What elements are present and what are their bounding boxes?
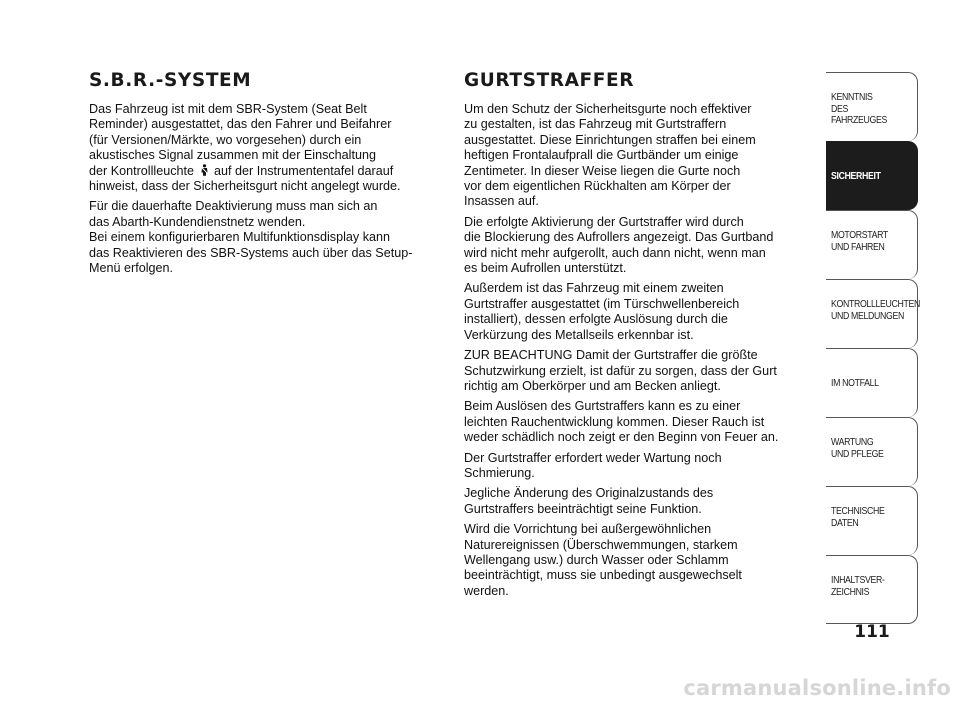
gurtstraffer-paragraph: ZUR BEACHTUNG Damit der Gurtstraffer die größte Schutzwirkung erzielt, ist dafür zu sorgen, dass der Gurt richtig am Oberkörper und am Becken anliegt. xyxy=(464,348,777,393)
sbr-p1-text-b: auf der Instrumententafel darauf hinweist, dass der Sicherheitsgurt nicht angelegt wurde. xyxy=(89,163,401,194)
seatbelt-warning-icon xyxy=(200,164,209,176)
tab-technische-daten[interactable] xyxy=(826,486,918,555)
tab-label: KENNTNIS DES FAHRZEUGES xyxy=(831,92,887,126)
sbr-section xyxy=(89,70,441,281)
tab-im-notfall[interactable] xyxy=(826,348,918,417)
gurtstraffer-paragraph: Wird die Vorrichtung bei außergewöhnlichen Naturereignissen (Überschwemmungen, starkem Wellengang usw.) durch Wasser oder Schlamm beeinträchtigt, muss sie unbedingt ausgewechselt werden. xyxy=(464,522,742,598)
gurtstraffer-heading: GURTSTRAFFER xyxy=(464,70,635,91)
tab-label: INHALTSVER- ZEICHNIS xyxy=(831,575,885,598)
sbr-heading: S.B.R.-SYSTEM xyxy=(89,70,252,91)
tab-inhaltsverzeichnis[interactable] xyxy=(826,555,918,624)
tab-label: MOTORSTART UND FAHREN xyxy=(831,230,888,253)
tab-label: WARTUNG UND PFLEGE xyxy=(831,437,884,460)
gurtstraffer-paragraph: Die erfolgte Aktivierung der Gurtstraffer wird durch die Blockierung des Aufrollers angezeigt. Das Gurtband wird nicht mehr aufgerollt, auch dann nicht, wenn man es beim Aufrollen unterstützt. xyxy=(464,214,774,276)
tab-label: IM NOTFALL xyxy=(831,378,879,389)
sbr-paragraph-1 xyxy=(89,102,441,194)
chapter-tabs xyxy=(826,72,918,624)
gurtstraffer-paragraph: Außerdem ist das Fahrzeug mit einem zweiten Gurtstraffer ausgestattet (im Türschwellenbereich installiert), dessen erfolgte Auslösung durch die Verkürzung des Metallseils erkennbar ist. xyxy=(464,281,740,342)
gurtstraffer-paragraph: Um den Schutz der Sicherheitsgurte noch effektiver zu gestalten, ist das Fahrzeug mit Gurtstraffern ausgestattet. Diese Einrichtungen straffen bei einem heftigen Frontalaufprall die Gurtbänder um einige Zentimeter. In dieser Weise liegen die Gurte noch vor dem eigentlichen Rückhalten am Körper der Insassen auf. xyxy=(464,102,756,209)
page-number: 111 xyxy=(854,622,890,642)
watermark: carmanualsonline.info xyxy=(683,676,951,700)
sbr-p1-text-a: Das Fahrzeug ist mit dem SBR-System (Seat Belt Reminder) ausgestattet, das den Fahrer und Beifahrer (für Versionen/Märkte, wo vorgesehen) durch ein akustisches Signal zusammen mit der Einschaltung der Kontrollleuchte xyxy=(89,102,392,178)
tab-sicherheit[interactable] xyxy=(826,141,918,210)
gurtstraffer-paragraph: Beim Auslösen des Gurtstraffers kann es zu einer leichten Rauchentwicklung kommen. Dieser Rauch ist weder schädlich noch zeigt er den Beginn von Feuer an. xyxy=(464,399,779,445)
sbr-paragraph-2: Für die dauerhafte Deaktivierung muss man sich an das Abarth-Kundendienstnetz wenden. Bei einem konfigurierbaren Multifunktionsdisplay kann das Reaktivieren des SBR-Systems auch über das Setup- Menü erfolgen. xyxy=(89,199,413,276)
gurtstraffer-section xyxy=(464,70,816,604)
gurtstraffer-paragraph: Der Gurtstraffer erfordert weder Wartung noch Schmierung. xyxy=(464,450,722,480)
tab-wartung-und-pflege[interactable] xyxy=(826,417,918,486)
tab-label: TECHNISCHE DATEN xyxy=(831,506,885,529)
tab-motorstart-und-fahren[interactable] xyxy=(826,210,918,279)
tab-label: KONTROLLLEUCHTEN UND MELDUNGEN xyxy=(831,299,920,322)
gurtstraffer-paragraph: Jegliche Änderung des Originalzustands des Gurtstraffers beeinträchtigt seine Funktion. xyxy=(464,486,714,516)
tab-label: SICHERHEIT xyxy=(831,171,881,182)
tab-kontrollleuchten-und-meldungen[interactable] xyxy=(826,279,918,348)
tab-kenntnis-des-fahrzeuges[interactable] xyxy=(826,72,918,141)
